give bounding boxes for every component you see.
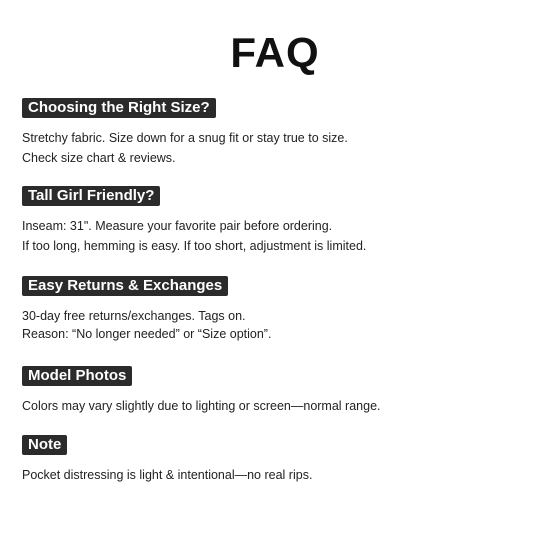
section-heading: Model Photos (22, 366, 132, 386)
section-text: Colors may vary slightly due to lighting or screen—normal range. (22, 399, 381, 413)
faq-section-note (22, 435, 532, 483)
section-text: Pocket distressing is light & intentional—no real rips. (22, 468, 313, 482)
faq-section-tall (22, 186, 532, 254)
section-heading: Choosing the Right Size? (22, 98, 216, 118)
faq-section-returns (22, 276, 532, 342)
section-heading: Tall Girl Friendly? (22, 186, 160, 206)
section-text: 30-day free returns/exchanges. Tags on. (22, 309, 246, 323)
section-text: Reason: “No longer needed” or “Size option”. (22, 327, 272, 341)
section-text: Inseam: 31". Measure your favorite pair before ordering. (22, 219, 333, 233)
faq-section-photos (22, 366, 532, 414)
page-title: FAQ (230, 29, 320, 76)
faq-section-size (22, 98, 532, 166)
section-text: If too long, hemming is easy. If too short, adjustment is limited. (22, 239, 367, 253)
section-text: Stretchy fabric. Size down for a snug fit or stay true to size. (22, 131, 348, 145)
section-heading: Easy Returns & Exchanges (22, 276, 228, 296)
section-heading: Note (22, 435, 67, 455)
section-text: Check size chart & reviews. (22, 151, 176, 165)
